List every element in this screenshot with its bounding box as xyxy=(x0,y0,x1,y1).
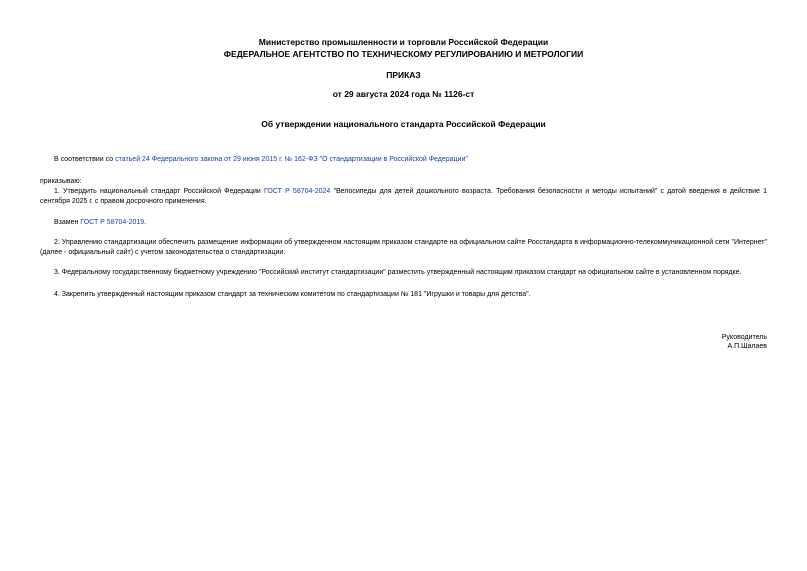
gost-2024-link[interactable]: ГОСТ Р 58704-2024 xyxy=(263,188,331,195)
item-2-paragraph: 2. Управлению стандартизации обеспечить размещение информации об утвержденном настоящим приказом стандарте на официальном сайте Росстандарта в информационно-телекоммуникационной сети "Интернет" (далее - официальный сайт) с учетом законодательства о стандартизации. xyxy=(40,239,767,257)
item-1-text-b: "Велосипеды для детей дошкольного возраста. Требования безопасности и методы испытаний" с датой введения в действие 1 сентября 2025 г. с правом досрочного применения. xyxy=(40,188,768,206)
replace-end: . xyxy=(144,219,147,226)
date-number-heading: от 29 августа 2024 года № 1126-ст xyxy=(332,89,475,99)
item-1-text-a: 1. Утвердить национальный стандарт Российской Федерации xyxy=(54,188,264,195)
order-word: приказываю: xyxy=(40,178,82,185)
item-1-paragraph xyxy=(40,187,767,207)
signature-name: А.П.Шалаев xyxy=(727,343,767,350)
replace-paragraph xyxy=(40,218,767,228)
replace-text: Взамен xyxy=(54,219,81,226)
signature-role: Руководитель xyxy=(721,334,767,341)
document-title: Об утверждении национального стандарта Российской Федерации xyxy=(261,119,546,129)
federal-law-link[interactable]: статьей 24 Федерального закона от 29 июня 2015 г. № 162-ФЗ "О стандартизации в Российской Федерации" xyxy=(115,156,468,163)
preamble-paragraph xyxy=(40,155,767,165)
doc-type-heading: ПРИКАЗ xyxy=(386,70,421,80)
agency-heading: ФЕДЕРАЛЬНОЕ АГЕНТСТВО ПО ТЕХНИЧЕСКОМУ РЕГУЛИРОВАНИЮ И МЕТРОЛОГИИ xyxy=(223,49,584,59)
item-3-paragraph: 3. Федеральному государственному бюджетному учреждению "Российский институт стандартизации" разместить утвержденный настоящим приказом стандарт на официальном сайте в установленном порядке. xyxy=(54,269,742,276)
gost-2019-link[interactable]: ГОСТ Р 58704-2019 xyxy=(80,219,145,226)
ministry-heading: Министерство промышленности и торговли Российской Федерации xyxy=(258,37,549,47)
preamble-text: В соответствии со xyxy=(54,156,116,163)
item-4-paragraph: 4. Закрепить утвержденный настоящим приказом стандарт за техническим комитетом по стандартизации № 181 "Игрушки и товары для детства". xyxy=(54,291,531,298)
